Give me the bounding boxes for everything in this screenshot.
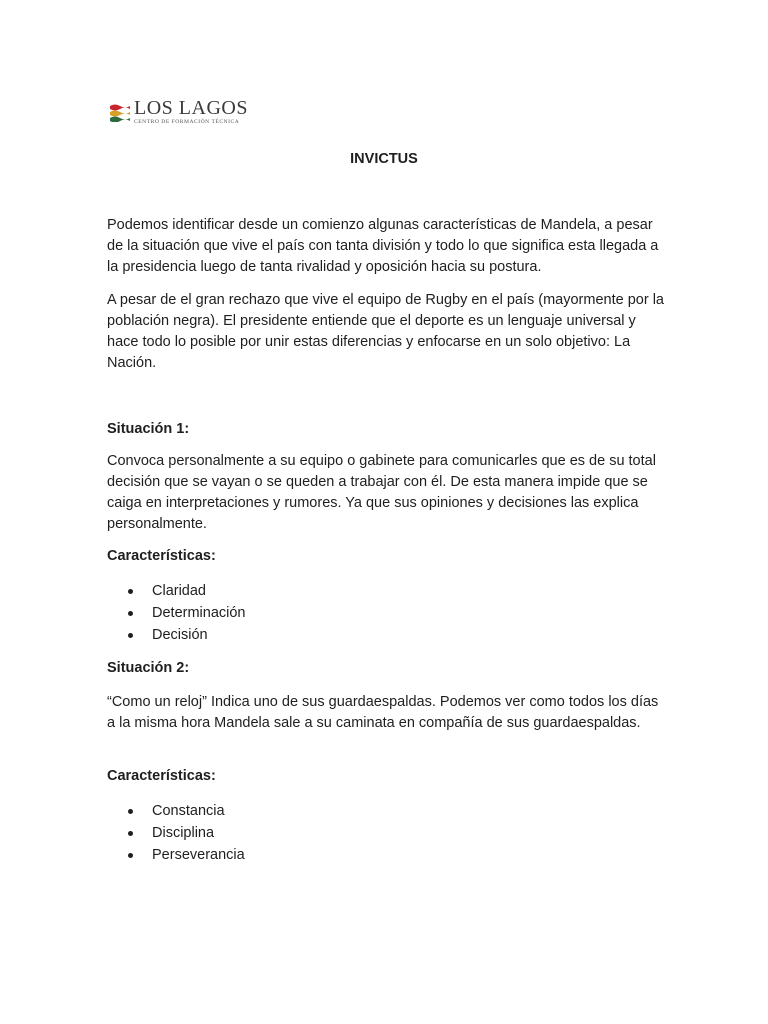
intro-paragraph-1 <box>107 215 667 278</box>
situation-1-traits-heading: Características: <box>107 548 216 564</box>
los-lagos-logo <box>110 98 248 130</box>
list-item: Decisión <box>128 624 246 646</box>
list-item: Disciplina <box>128 822 245 844</box>
paragraph-text: Podemos identificar desde un comienzo algunas características de Mandela, a pesar de la situación que vive el país con tanta división y todo lo que significa esta llegada a la presidencia luego de tanta rivalidad y oposición hacia su postura. <box>107 217 659 275</box>
flag-icon <box>110 102 130 122</box>
situation-2-traits-list <box>128 800 245 866</box>
situation-1-heading: Situación 1: <box>107 421 190 437</box>
list-item: Claridad <box>128 580 246 602</box>
logo-subtitle: CENTRO DE FORMACIÓN TÉCNICA <box>134 119 240 125</box>
paragraph-text: Convoca personalmente a su equipo o gabinete para comunicarles que es de su total decisión que se vayan o se queden a trabajar con él. De esta manera impide que se caiga en interpretaciones y rumores. Ya que sus opiniones y decisiones las explica personalmente. <box>107 453 656 532</box>
list-item: Constancia <box>128 800 245 822</box>
document-title: INVICTUS <box>350 151 418 167</box>
list-item: Determinación <box>128 602 246 624</box>
paragraph-text: A pesar de el gran rechazo que vive el equipo de Rugby en el país (mayormente por la población negra). El presidente entiende que el deporte es un lenguaje universal y hace todo lo posible por unir estas diferencias y enfocarse en un solo objetivo: La Nación. <box>107 292 664 371</box>
list-item: Perseverancia <box>128 844 245 866</box>
situation-1-traits-list <box>128 580 246 646</box>
situation-2-heading: Situación 2: <box>107 660 190 676</box>
paragraph-text: “Como un reloj” Indica uno de sus guardaespaldas. Podemos ver como todos los días a la misma hora Mandela sale a su caminata en compañía de sus guardaespaldas. <box>107 694 659 731</box>
situation-2-paragraph <box>107 692 667 734</box>
logo-name: LOS LAGOS <box>134 97 248 119</box>
situation-1-paragraph <box>107 451 667 535</box>
intro-paragraph-2 <box>107 290 667 374</box>
situation-2-traits-heading: Características: <box>107 768 216 784</box>
